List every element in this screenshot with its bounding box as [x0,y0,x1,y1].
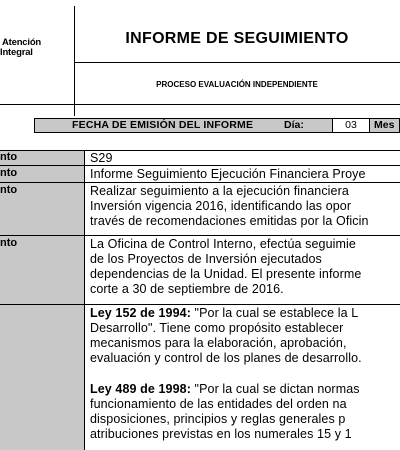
law-489-text: "Por la cual se dictan normas [190,382,360,396]
row-border [0,150,400,151]
law-489-line [90,382,362,397]
law-489-line: funcionamiento de las entidades del orden na [90,397,347,411]
header-divider [74,6,75,116]
scope-line: de los Proyectos de Inversión ejecutados [90,252,322,266]
law-152-line: mecanismos para la elaboración, aprobación, [90,336,347,350]
objective-line: Realizar seguimiento a la ejecución financiera [90,184,349,198]
process-subtitle: PROCESO EVALUACIÓN INDEPENDIENTE [156,80,318,89]
month-label: Mes [374,119,395,131]
row-label-2: nto [0,167,18,179]
law-489-line: atribuciones previstas en los numerales 15 y 1 [90,427,352,441]
column-border [84,150,85,450]
scope-line: dependencias de la Unidad. El presente informe [90,267,362,281]
page-title: INFORME DE SEGUIMIENTO [125,30,349,47]
row-border [0,304,400,305]
row-label-3: nto [0,184,18,196]
row-border [0,235,400,236]
logo-text [0,38,41,58]
objective-line: través de recomendaciones emitidas por la Oficin [90,214,369,228]
row-value-code: S29 [90,151,113,165]
legal-framework-text [90,306,362,442]
law-489-title: Ley 489 de 1998: [90,382,191,396]
logo-line-1: Atención [2,37,42,48]
scope-line: La Oficina de Control Interno, efectúa seguimie [90,237,356,251]
day-label: Día: [284,119,304,131]
row-value-report-name: Informe Seguimiento Ejecución Financiera Proye [90,167,366,181]
law-489-line: disposiciones, principios y reglas generales p [90,412,346,426]
row-label-1: nto [0,151,18,163]
emission-date-label: FECHA DE EMISIÓN DEL INFORME [72,119,254,131]
scope-text [90,237,361,297]
row-label-4: nto [0,237,18,249]
header-bottom-border [0,104,400,105]
label-cell-5 [0,305,84,450]
title-divider [74,62,400,63]
objective-line: Inversión vigencia 2016, identificando las opor [90,199,352,213]
logo-line-2: Integral [0,47,33,58]
row-border [0,165,400,166]
row-border [0,182,400,183]
objective-text [90,184,369,229]
day-value: 03 [345,119,357,131]
law-152-text: "Por la cual se establece la L [190,306,359,320]
law-152-line: Desarrollo". Tiene como propósito establecer [90,321,344,335]
law-152-line: evaluación y control de los planes de desarrollo. [90,351,362,365]
law-152-line [90,306,362,321]
law-152-title: Ley 152 de 1994: [90,306,191,320]
scope-line: corte a 30 de septiembre de 2016. [90,282,284,296]
